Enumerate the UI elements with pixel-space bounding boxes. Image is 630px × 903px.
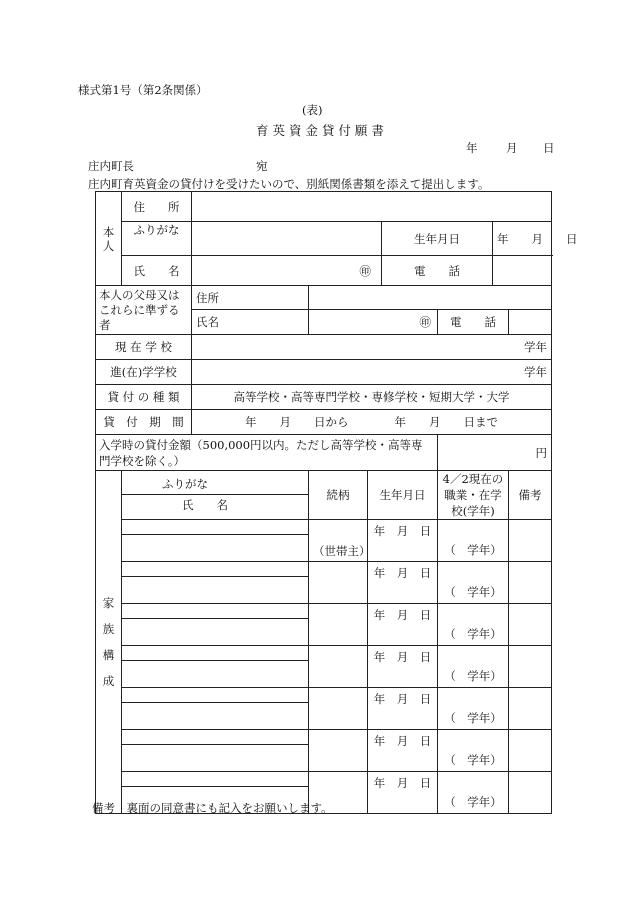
family-birth-cell[interactable]: 年 月 日 (368, 562, 438, 604)
date-day-label: 日 (543, 141, 555, 155)
family-member-name-cell[interactable] (122, 688, 309, 730)
guardian-section-label: 本人の父母又はこれらに準ずる者 (96, 286, 192, 335)
applicant-name-label: 氏 名 (122, 256, 192, 286)
family-note-header: 備考 (509, 471, 552, 520)
family-member-name-cell[interactable] (122, 604, 309, 646)
family-status-cell[interactable]: （ 学年） (438, 646, 509, 688)
loan-period-label: 貸 付 期 間 (96, 410, 192, 435)
applicant-address-field[interactable] (192, 192, 552, 222)
family-birth-cell[interactable]: 年 月 日 (368, 520, 438, 562)
family-relation-cell[interactable] (309, 562, 368, 604)
application-form-table (95, 191, 578, 814)
date-year-label: 年 (466, 141, 478, 155)
applicant-name-field[interactable] (192, 256, 382, 286)
family-member-name-cell[interactable] (122, 562, 309, 604)
guardian-address-field[interactable] (309, 286, 552, 310)
family-note-cell[interactable] (509, 646, 552, 688)
guardian-name-label: 氏名 (192, 310, 309, 335)
family-note-cell[interactable] (509, 520, 552, 562)
family-birth-cell[interactable]: 年 月 日 (368, 646, 438, 688)
family-status-cell[interactable]: （ 学年） (438, 688, 509, 730)
guardian-name-field[interactable] (309, 310, 438, 335)
family-relation-cell[interactable] (309, 604, 368, 646)
family-member-name-cell[interactable] (122, 730, 309, 772)
family-status-header: 4／2現在の職業・在学校(学年) (438, 471, 509, 520)
family-status-cell[interactable]: （ 学年） (438, 604, 509, 646)
footer-note: 備考 裏面の同意書にも記入をお願いします。 (92, 801, 333, 815)
applicant-phone-label: 電 話 (382, 256, 493, 286)
applicant-section-label: 本人 (96, 192, 122, 286)
applicant-furigana-field[interactable] (192, 222, 382, 256)
form-side-label: (表) (302, 103, 323, 117)
family-name-header-text: 氏 名 (182, 498, 228, 512)
family-relation-cell[interactable] (309, 730, 368, 772)
family-birth-cell[interactable]: 年 月 日 (368, 688, 438, 730)
family-relation-cell[interactable]: （世帯主） (309, 520, 368, 562)
loan-type-options[interactable]: 高等学校・高等専門学校・専修学校・短期大学・大学 (192, 385, 552, 410)
family-row (96, 688, 552, 730)
family-row (96, 604, 552, 646)
family-row (96, 520, 552, 562)
loan-period-field[interactable]: 年 月 日から 年 月 日まで (192, 410, 552, 435)
family-row (96, 646, 552, 688)
applicant-birth-field[interactable]: 年 月 日 (493, 222, 552, 256)
loan-type-label: 貸 付 の 種 類 (96, 385, 192, 410)
addressee-suffix: 宛 (256, 159, 268, 173)
next-school-label: 進(在)学学校 (96, 360, 192, 385)
applicant-seal: ㊞ (359, 263, 371, 278)
family-member-name-cell[interactable] (122, 520, 309, 562)
guardian-phone-label: 電 話 (438, 310, 509, 335)
family-note-cell[interactable] (509, 730, 552, 772)
guardian-address-label: 住所 (192, 286, 309, 310)
family-birth-cell[interactable]: 年 月 日 (368, 604, 438, 646)
form-number: 様式第1号（第2条関係） (78, 83, 208, 97)
family-birth-header: 生年月日 (368, 471, 438, 520)
family-note-cell[interactable] (509, 772, 552, 814)
family-note-cell[interactable] (509, 688, 552, 730)
current-school-field[interactable]: 学年 (192, 335, 552, 360)
page-title: 育 英 資 金 貸 付 願 書 (256, 123, 384, 138)
family-section-label: 家族構成 (96, 471, 122, 814)
admission-amount-label: 入学時の貸付金額（500,000円以内。ただし高等学校・高等専門学校を除く。） (96, 435, 438, 471)
current-school-label: 現 在 学 校 (96, 335, 192, 360)
family-note-cell[interactable] (509, 562, 552, 604)
addressee: 庄内町長 (88, 159, 134, 173)
family-relation-cell[interactable] (309, 688, 368, 730)
applicant-phone-field[interactable] (493, 256, 552, 286)
family-status-cell[interactable]: （ 学年） (438, 520, 509, 562)
family-status-cell[interactable]: （ 学年） (438, 772, 509, 814)
guardian-seal: ㊞ (419, 315, 431, 329)
family-birth-cell[interactable]: 年 月 日 (368, 730, 438, 772)
guardian-phone-field[interactable] (509, 310, 552, 335)
admission-amount-field[interactable]: 円 (438, 435, 552, 471)
family-name-header (122, 471, 309, 520)
next-school-field[interactable]: 学年 (192, 360, 552, 385)
applicant-address-label: 住 所 (122, 192, 192, 222)
family-status-cell[interactable]: （ 学年） (438, 562, 509, 604)
date-month-label: 月 (506, 141, 518, 155)
family-member-name-cell[interactable] (122, 646, 309, 688)
family-row (96, 562, 552, 604)
family-furigana-header: ふりがな (122, 475, 308, 495)
family-row (96, 730, 552, 772)
applicant-furigana-label: ふりがな (122, 222, 192, 256)
family-relation-cell[interactable] (309, 646, 368, 688)
family-note-cell[interactable] (509, 604, 552, 646)
family-relation-header: 続柄 (309, 471, 368, 520)
applicant-birth-label: 生年月日 (382, 222, 493, 256)
intro-text: 庄内町育英資金の貸付けを受けたいので、別紙関係書類を添えて提出します。 (88, 177, 490, 191)
family-status-cell[interactable]: （ 学年） (438, 730, 509, 772)
family-birth-cell[interactable]: 年 月 日 (368, 772, 438, 814)
